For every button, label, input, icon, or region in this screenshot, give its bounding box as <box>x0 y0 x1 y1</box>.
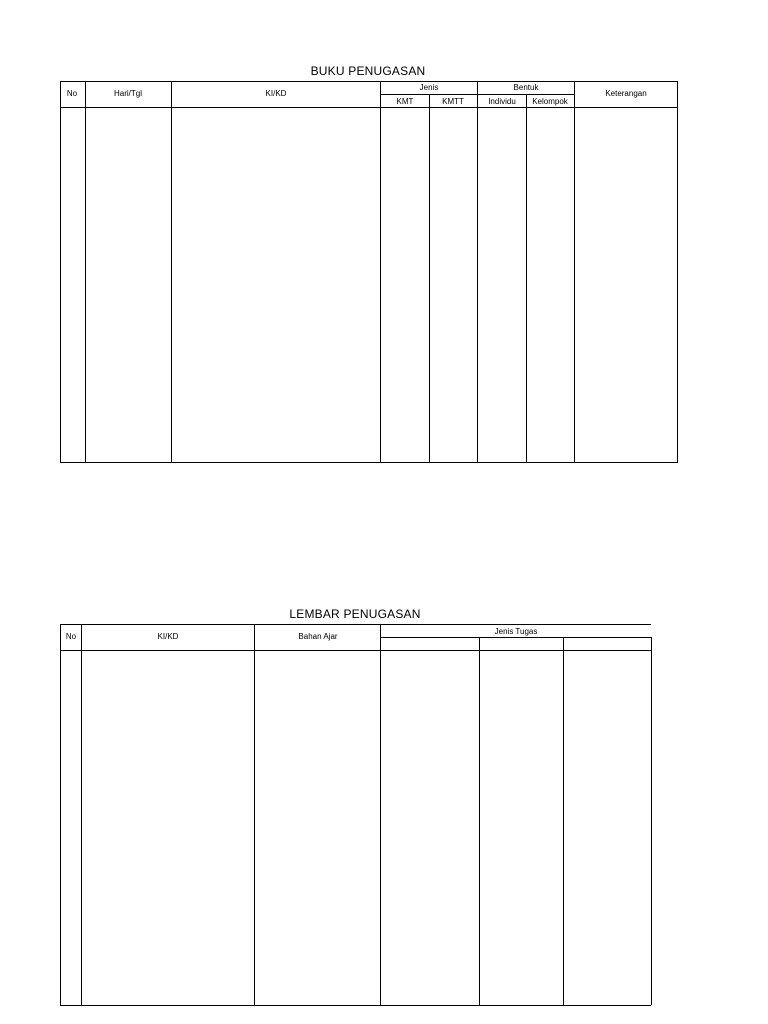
header-jenis: Jenis <box>419 83 439 92</box>
header-no: No <box>66 89 78 98</box>
header-jenis-tugas: Jenis Tugas <box>494 627 538 636</box>
header-individu: Individu <box>488 97 516 106</box>
buku-penugasan-table <box>60 81 678 463</box>
header-hari-tgl: Hari/Tgl <box>113 89 143 98</box>
header-kmtt: KMTT <box>442 97 464 106</box>
header-bahan-ajar: Bahan Ajar <box>298 632 338 641</box>
buku-penugasan-title: BUKU PENUGASAN <box>310 64 426 78</box>
header-ki-kd-2: KI/KD <box>157 632 179 641</box>
lembar-penugasan-title: LEMBAR PENUGASAN <box>289 607 421 621</box>
header-ki-kd: KI/KD <box>265 89 287 98</box>
header-no-2: No <box>65 632 77 641</box>
header-kelompok: Kelompok <box>532 97 568 106</box>
header-kmt: KMT <box>396 97 414 106</box>
lembar-penugasan-table <box>60 624 652 1006</box>
header-bentuk: Bentuk <box>513 83 539 92</box>
header-keterangan: Keterangan <box>605 89 647 98</box>
